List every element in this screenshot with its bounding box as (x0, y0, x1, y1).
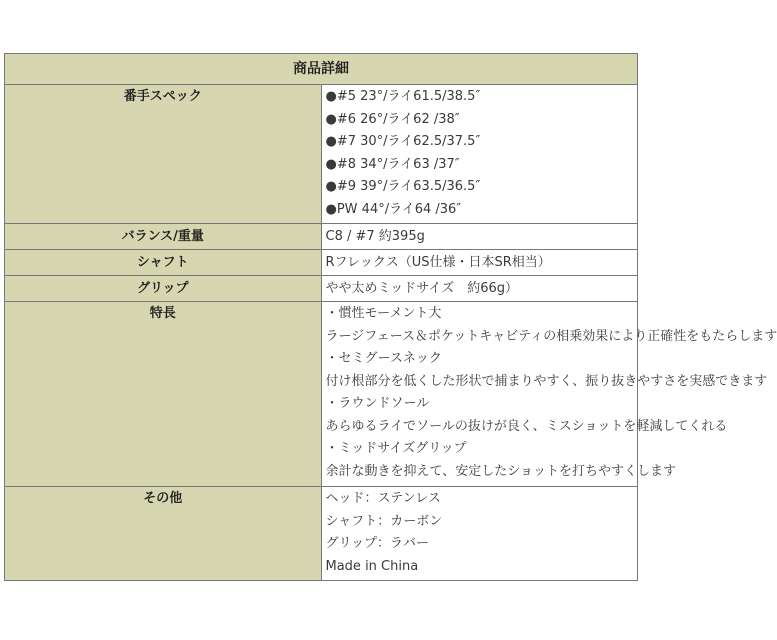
spec-line-9: ●#9 39°/ライ63.5/36.5″ (325, 179, 481, 194)
feature-line: ・慣性モーメント大 (325, 306, 442, 321)
other-line-shaft: シャフト：カーボン (325, 513, 443, 529)
row-value-club-spec (321, 85, 638, 224)
spec-line-7: ●#7 30°/ライ62.5/37.5″ (325, 134, 481, 149)
product-details-table (4, 53, 777, 581)
table-row-grip (5, 276, 638, 302)
row-value-balance: C8 / #7 約395g (321, 224, 638, 250)
other-line-origin: Made in China (325, 558, 419, 574)
row-value-shaft: Rフレックス（US仕様・日本SR相当） (321, 250, 638, 276)
feature-line: 付け根部分を低くした形状で捕まりやすく、振り抜きやすさを実感できます (325, 373, 768, 389)
spec-line-pw: ●PW 44°/ライ64 /36″ (325, 201, 462, 217)
row-label-club-spec: 番手スペック (5, 85, 322, 224)
other-line-head: ヘッド：ステンレス (325, 491, 441, 506)
feature-line: ラージフェース＆ポケットキャビティの相乗効果により正確性をもたらします (325, 328, 777, 344)
table-row-other (5, 487, 638, 581)
feature-line: ・ミッドサイズグリップ (325, 441, 467, 456)
table-row-shaft (5, 250, 638, 276)
table-row-balance (5, 224, 638, 250)
other-line-grip: グリップ：ラバー (325, 536, 429, 551)
row-label-shaft: シャフト (5, 250, 322, 276)
row-label-features: 特長 (5, 302, 322, 487)
spec-line-5: ●#5 23°/ライ61.5/38.5″ (325, 89, 481, 104)
table-row-features (5, 302, 638, 487)
row-value-features (321, 302, 777, 487)
feature-line: ・ラウンドソール (325, 396, 430, 411)
table-row-club-spec (5, 85, 638, 224)
row-value-other (321, 487, 638, 581)
feature-line: ・セミグースネック (325, 351, 442, 366)
spec-line-6: ●#6 26°/ライ62 /38″ (325, 111, 460, 127)
row-label-other: その他 (5, 487, 322, 581)
table-title: 商品詳細 (5, 54, 638, 85)
row-label-balance: バランス/重量 (5, 224, 322, 250)
spec-line-8: ●#8 34°/ライ63 /37″ (325, 156, 460, 172)
row-value-grip: やや太めミッドサイズ 約66g） (321, 276, 638, 302)
feature-line: あらゆるライでソールの抜けが良く、ミスショットを軽減してくれる (325, 418, 728, 434)
feature-line: 余計な動きを抑えて、安定したショットを打ちやすくします (325, 463, 676, 479)
row-label-grip: グリップ (5, 276, 322, 302)
